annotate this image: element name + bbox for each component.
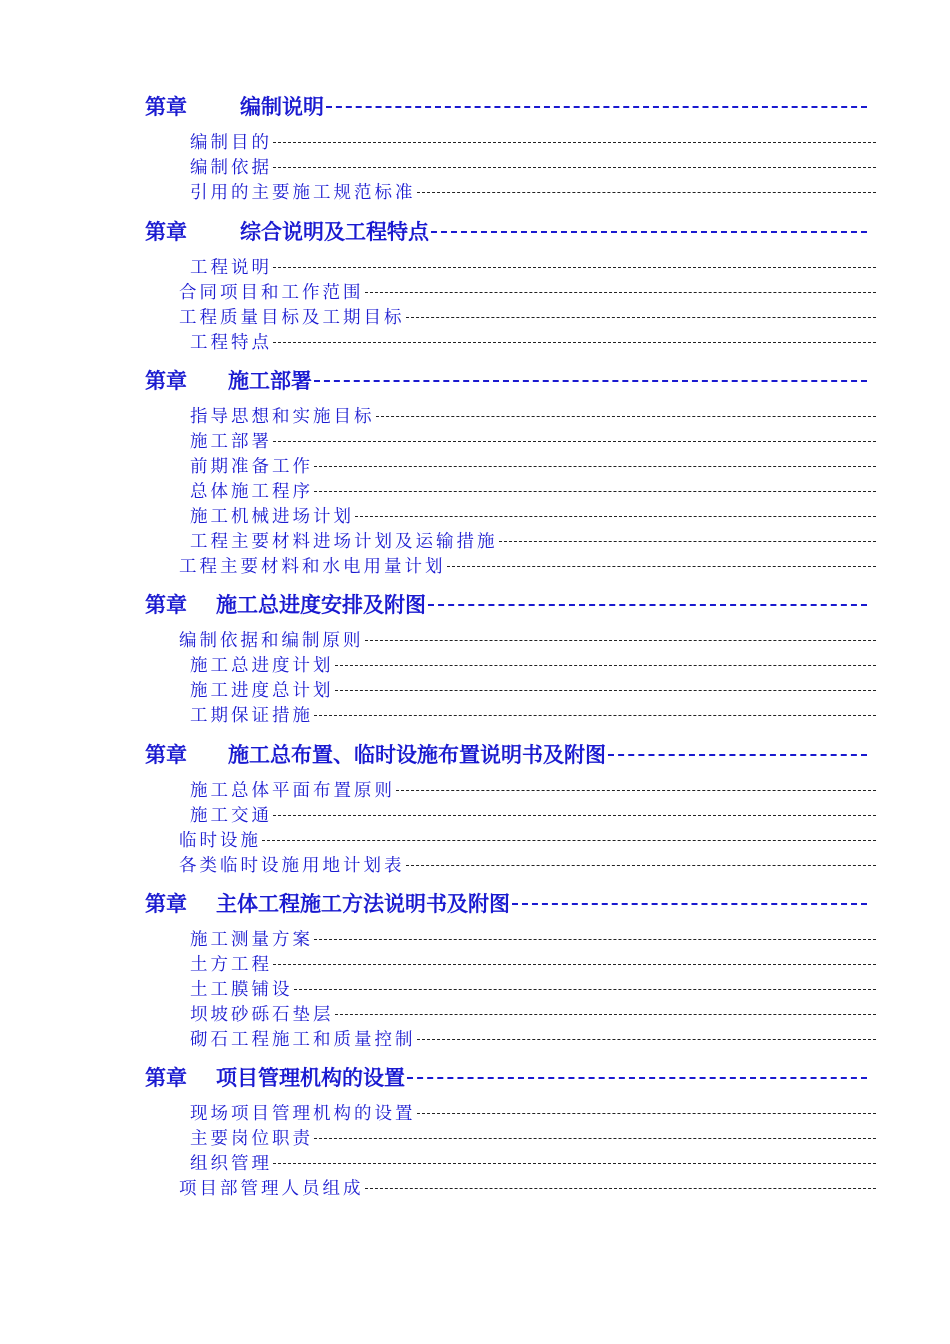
chapter-leader-line	[428, 604, 867, 606]
chapter-prefix: 第章	[145, 369, 187, 393]
toc-entry[interactable]	[190, 429, 876, 451]
entry-title: 前期准备工作	[190, 456, 313, 477]
toc-entry[interactable]	[190, 778, 876, 800]
toc-entry[interactable]	[190, 678, 876, 700]
entry-title: 施工交通	[190, 805, 272, 826]
chapter-prefix: 第章	[145, 892, 187, 916]
chapter-title: 编制说明	[240, 95, 324, 119]
entry-title: 工程主要材料进场计划及运输措施	[190, 531, 498, 552]
entry-title: 施工总体平面布置原则	[190, 780, 395, 801]
chapter-leader-line	[407, 1077, 867, 1079]
chapter-leader-line	[608, 754, 867, 756]
entry-title: 工程主要材料和水电用量计划	[179, 556, 446, 577]
entry-leader-line	[365, 640, 877, 641]
entry-leader-line	[273, 167, 876, 168]
entry-title: 坝坡砂砾石垫层	[190, 1004, 334, 1025]
toc-entry[interactable]	[190, 653, 876, 675]
chapter-prefix: 第章	[145, 593, 187, 617]
entry-title: 项目部管理人员组成	[179, 1178, 364, 1199]
toc-entry[interactable]	[190, 454, 876, 476]
toc-entry[interactable]	[179, 1176, 876, 1198]
entry-leader-line	[365, 1188, 877, 1189]
chapter-prefix: 第章	[145, 743, 187, 767]
toc-entry[interactable]	[190, 255, 876, 277]
toc-chapter[interactable]	[145, 366, 867, 394]
entry-leader-line	[365, 292, 877, 293]
toc-chapter[interactable]	[145, 590, 867, 618]
entry-leader-line	[447, 566, 877, 567]
entry-title: 施工机械进场计划	[190, 506, 354, 527]
chapter-leader-line	[431, 231, 867, 233]
entry-title: 引用的主要施工规范标准	[190, 182, 416, 203]
toc-entry[interactable]	[179, 853, 876, 875]
chapter-prefix: 第章	[145, 220, 187, 244]
chapter-leader-line	[326, 106, 867, 108]
toc-entry[interactable]	[190, 479, 876, 501]
toc-entry[interactable]	[190, 180, 876, 202]
toc-entry[interactable]	[190, 404, 876, 426]
entry-leader-line	[262, 840, 876, 841]
chapter-title: 主体工程施工方法说明书及附图	[216, 892, 510, 916]
toc-entry[interactable]	[179, 628, 876, 650]
entry-leader-line	[335, 665, 877, 666]
chapter-leader-line	[314, 380, 867, 382]
toc-chapter[interactable]	[145, 889, 867, 917]
entry-leader-line	[396, 790, 876, 791]
entry-title: 施工测量方案	[190, 929, 313, 950]
entry-title: 总体施工程序	[190, 481, 313, 502]
toc-entry[interactable]	[190, 1002, 876, 1024]
chapter-prefix: 第章	[145, 95, 187, 119]
entry-leader-line	[294, 989, 877, 990]
toc-entry[interactable]	[190, 1151, 876, 1173]
chapter-title: 施工部署	[228, 369, 312, 393]
entry-title: 组织管理	[190, 1153, 272, 1174]
toc-entry[interactable]	[190, 529, 876, 551]
toc-chapter[interactable]	[145, 1063, 867, 1091]
toc-entry[interactable]	[190, 1101, 876, 1123]
entry-leader-line	[314, 715, 876, 716]
entry-title: 合同项目和工作范围	[179, 282, 364, 303]
entry-title: 编制依据和编制原则	[179, 630, 364, 651]
toc-entry[interactable]	[179, 554, 876, 576]
entry-leader-line	[406, 865, 877, 866]
toc-entry[interactable]	[190, 1027, 876, 1049]
toc-chapter[interactable]	[145, 92, 867, 120]
toc-entry[interactable]	[190, 803, 876, 825]
entry-leader-line	[335, 1014, 877, 1015]
entry-title: 砌石工程施工和质量控制	[190, 1029, 416, 1050]
toc-entry[interactable]	[190, 1126, 876, 1148]
entry-title: 编制目的	[190, 132, 272, 153]
toc-chapter[interactable]	[145, 740, 867, 768]
entry-title: 工期保证措施	[190, 705, 313, 726]
entry-title: 工程质量目标及工期目标	[179, 307, 405, 328]
entry-leader-line	[417, 192, 877, 193]
entry-leader-line	[314, 939, 876, 940]
toc-entry[interactable]	[190, 703, 876, 725]
toc-entry[interactable]	[190, 155, 876, 177]
entry-leader-line	[273, 267, 876, 268]
entry-leader-line	[417, 1113, 877, 1114]
entry-title: 施工总进度计划	[190, 655, 334, 676]
entry-leader-line	[273, 441, 876, 442]
entry-leader-line	[273, 142, 876, 143]
toc-entry[interactable]	[179, 280, 876, 302]
entry-leader-line	[335, 690, 877, 691]
entry-leader-line	[273, 964, 876, 965]
entry-title: 临时设施	[179, 830, 261, 851]
toc-chapter[interactable]	[145, 217, 867, 245]
entry-leader-line	[376, 416, 877, 417]
entry-title: 施工进度总计划	[190, 680, 334, 701]
toc-entry[interactable]	[190, 952, 876, 974]
entry-title: 工程说明	[190, 257, 272, 278]
entry-leader-line	[417, 1039, 877, 1040]
toc-entry[interactable]	[190, 504, 876, 526]
entry-leader-line	[273, 342, 876, 343]
entry-leader-line	[314, 491, 876, 492]
entry-title: 主要岗位职责	[190, 1128, 313, 1149]
chapter-title: 施工总布置、临时设施布置说明书及附图	[228, 743, 606, 767]
chapter-title: 项目管理机构的设置	[216, 1066, 405, 1090]
toc-entry[interactable]	[190, 927, 876, 949]
entry-leader-line	[273, 1163, 876, 1164]
entry-title: 指导思想和实施目标	[190, 406, 375, 427]
entry-title: 编制依据	[190, 157, 272, 178]
entry-leader-line	[273, 815, 876, 816]
entry-title: 现场项目管理机构的设置	[190, 1103, 416, 1124]
entry-title: 土工膜铺设	[190, 979, 293, 1000]
entry-title: 施工部署	[190, 431, 272, 452]
entry-title: 土方工程	[190, 954, 272, 975]
entry-title: 工程特点	[190, 332, 272, 353]
toc-entry[interactable]	[179, 305, 876, 327]
entry-leader-line	[499, 541, 877, 542]
toc-entry[interactable]	[190, 977, 876, 999]
toc-entry[interactable]	[179, 828, 876, 850]
toc-entry[interactable]	[190, 330, 876, 352]
toc-entry[interactable]	[190, 130, 876, 152]
chapter-title: 施工总进度安排及附图	[216, 593, 426, 617]
chapter-title: 综合说明及工程特点	[240, 220, 429, 244]
entry-leader-line	[314, 466, 876, 467]
entry-leader-line	[406, 317, 877, 318]
chapter-leader-line	[512, 903, 867, 905]
entry-leader-line	[314, 1138, 876, 1139]
entry-title: 各类临时设施用地计划表	[179, 855, 405, 876]
entry-leader-line	[355, 516, 876, 517]
chapter-prefix: 第章	[145, 1066, 187, 1090]
